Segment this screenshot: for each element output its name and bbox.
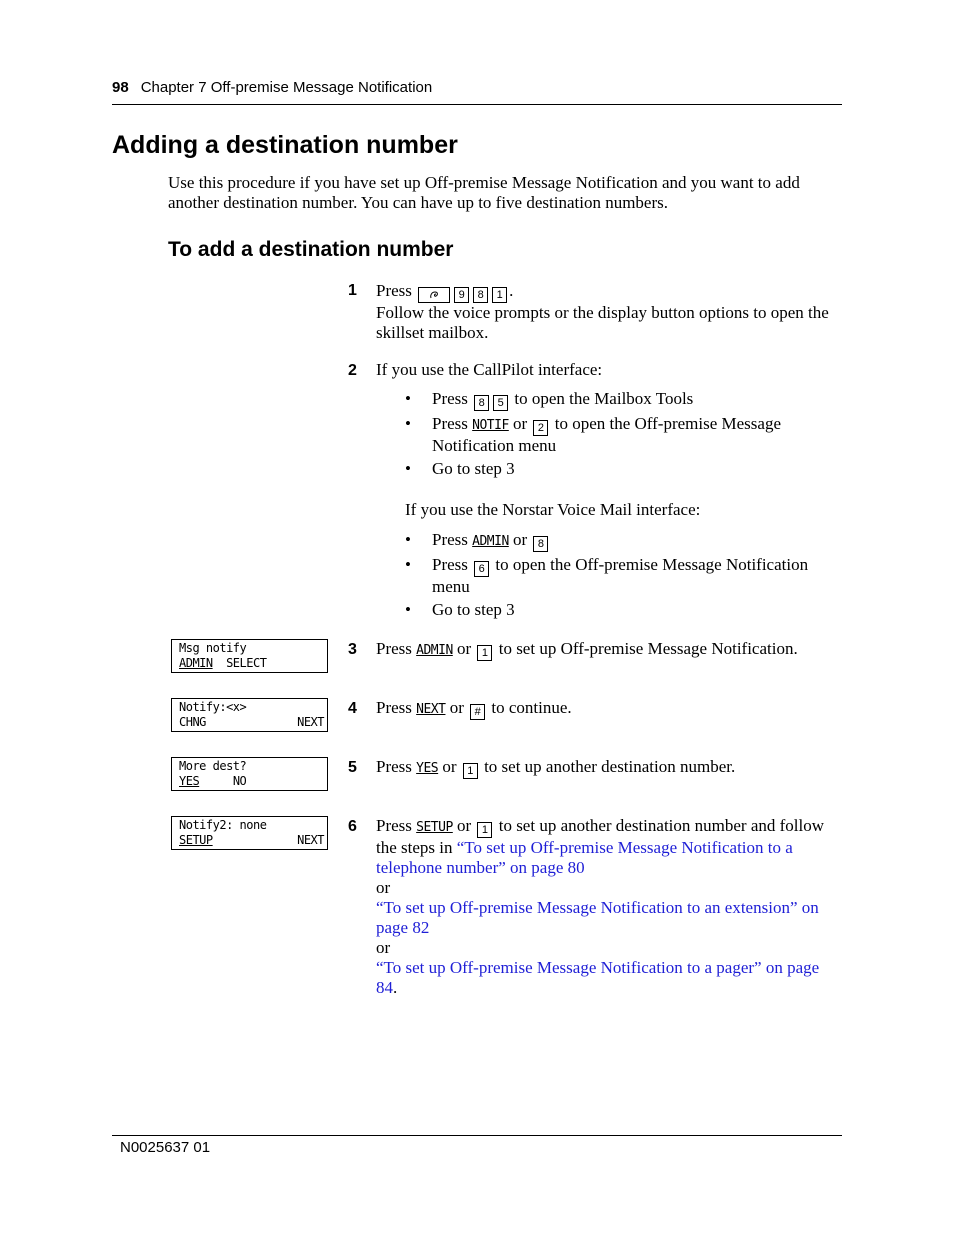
bullet: • — [405, 459, 411, 478]
feature-key-icon — [418, 287, 450, 303]
bullet: • — [405, 600, 411, 619]
norstar-intro: If you use the Norstar Voice Mail interface: — [405, 500, 701, 519]
step-1-instructions: Follow the voice prompts or the display button options to open the skillset mailbox. — [376, 303, 829, 342]
callpilot-bullet-1: Press 8 5 to open the Mailbox Tools — [432, 389, 694, 409]
display-panel-more-dest: More dest? YES NO — [171, 757, 328, 791]
link-telephone-number[interactable]: “To set up Off-premise Message Notification to a telephone number” on page 80 — [376, 838, 793, 877]
footer-rule — [112, 1135, 842, 1136]
section-title: To add a destination number — [168, 238, 454, 261]
softkey-admin: ADMIN — [472, 534, 509, 549]
step-5-text: Press YES or 1 to set up another destination number. — [376, 757, 736, 777]
page-title: Adding a destination number — [112, 131, 458, 159]
bullet: • — [405, 414, 411, 433]
display-panel-notify2: Notify2: none SETUP NEXT — [171, 816, 328, 850]
page-number: 98 — [112, 79, 129, 96]
step-number-4: 4 — [348, 700, 357, 717]
step-number-3: 3 — [348, 641, 357, 658]
step-number-1: 1 — [348, 282, 357, 299]
callpilot-bullet-2: Press NOTIF or 2 to open the Off-premise Message Notification menu — [432, 414, 782, 455]
step-number-5: 5 — [348, 759, 357, 776]
step-number-6: 6 — [348, 818, 357, 835]
chapter-title: Chapter 7 Off-premise Message Notification — [140, 79, 433, 96]
bullet: • — [405, 530, 411, 549]
norstar-bullet-3: Go to step 3 — [432, 600, 515, 619]
bullet: • — [405, 389, 411, 408]
bullet: • — [405, 555, 411, 574]
step-2-intro: If you use the CallPilot interface: — [376, 360, 603, 379]
intro-paragraph: Use this procedure if you have set up Off-premise Message Notification and you want to add another destination number. You can have up to five destination numbers. — [168, 173, 800, 212]
step-3-text: Press ADMIN or 1 to set up Off-premise Message Notification. — [376, 639, 798, 659]
display-panel-msg-notify: Msg notify ADMIN SELECT — [171, 639, 328, 673]
step-number-2: 2 — [348, 362, 357, 379]
norstar-bullet-2: Press 6 to open the Off-premise Message Notification menu — [432, 555, 809, 596]
display-panel-notify-x: Notify:<x> CHNG NEXT — [171, 698, 328, 732]
link-extension[interactable]: “To set up Off-premise Message Notification to an extension” on page 82 — [376, 898, 819, 937]
key-8: 8 — [473, 287, 488, 303]
step-1-text: Press 9 8 1 . Follow the voice prompts or the display button options to open the skillset mailbox. — [376, 281, 829, 342]
key-9: 9 — [454, 287, 469, 303]
key-1: 1 — [492, 287, 507, 303]
document-number: N0025637 01 — [120, 1139, 211, 1156]
feature-icon — [426, 289, 442, 301]
norstar-bullet-1: Press ADMIN or 8 — [432, 530, 832, 552]
step-6-text: Press SETUP or 1 to set up another destination number and follow the steps in “To set up Off-premise Message Notification to a telephone number” on page 80 or “To set up Off-premise Message Notification to an extension” on page 82 or “To set up Off-premise Message Notification to a pager” on page 84. — [376, 816, 825, 997]
callpilot-bullet-3: Go to step 3 — [432, 459, 515, 478]
page-header — [112, 79, 432, 96]
header-rule — [112, 104, 842, 105]
softkey-notif: NOTIF — [472, 418, 509, 433]
link-pager[interactable]: “To set up Off-premise Message Notification to a pager” on page 84 — [376, 958, 820, 997]
step-4-text: Press NEXT or # to continue. — [376, 698, 572, 718]
